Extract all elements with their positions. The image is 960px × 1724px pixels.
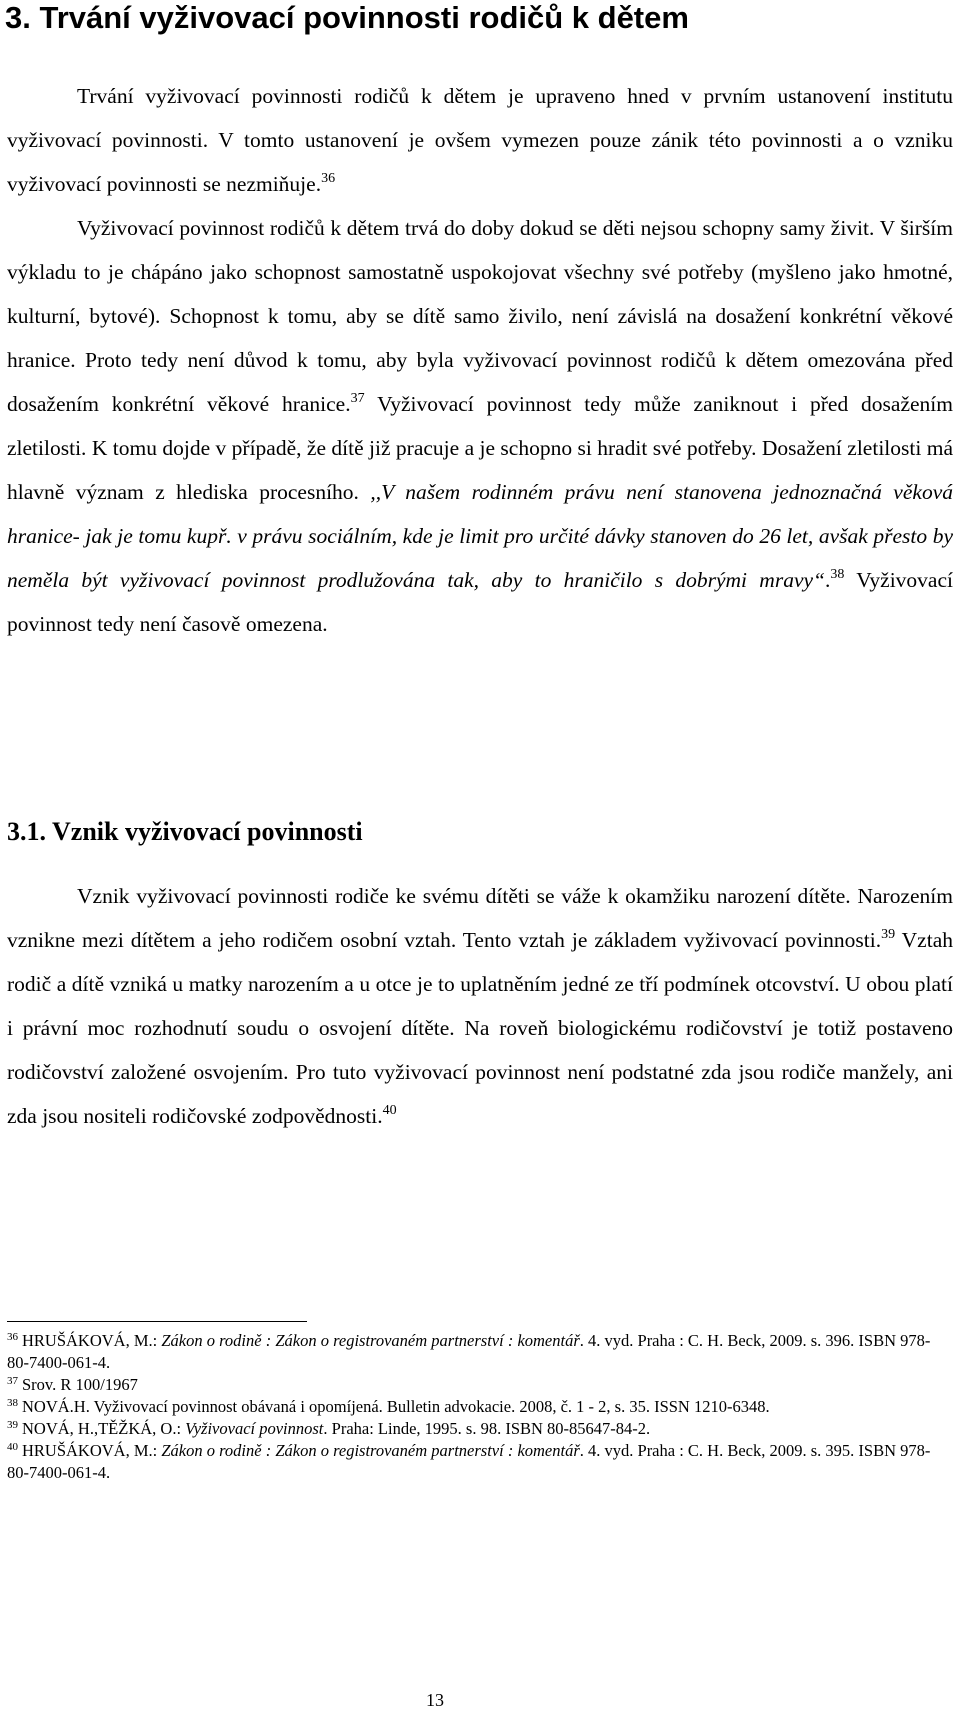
paragraph-text: Vyživovací povinnost tedy může zaniknout i před dosažením zletilosti. K tomu dojde v případě, že dítě již pracuje a je schopno si hradit své potřeby. Dosažení zletilosti má hlavně význam z hlediska procesního. [7, 392, 953, 504]
footnote-number: 39 [7, 1419, 18, 1431]
footnote-text: NOVÁ, H.,TĚŽKÁ, O.: [22, 1419, 186, 1438]
footnote-item [7, 1396, 947, 1418]
footnote-separator [7, 1321, 307, 1322]
paragraph-trvani-detail [7, 206, 953, 646]
footnote-title: Vyživovací povinnost [185, 1419, 324, 1438]
footnote-reference[interactable]: 36 [321, 171, 336, 186]
paragraph-text: Vznik vyživovací povinnosti rodiče ke svému dítěti se váže k okamžiku narození dítěte. Narozením vznikne mezi dítětem a jeho rodičem osobní vztah. Tento vztah je základem vyživovací povinnosti. [7, 884, 953, 952]
paragraph-text: Trvání vyživovací povinnosti rodičů k dětem je upraveno hned v prvním ustanovení institutu vyživovací povinnosti. V tomto ustanovení je ovšem vymezen pouze zánik této povinnosti a o vzniku vyživovací povinnosti se nezmiňuje. [7, 84, 953, 196]
footnote-item [7, 1330, 947, 1374]
footnote-text: HRUŠÁKOVÁ, M.: [22, 1331, 162, 1350]
paragraph-text: . [825, 568, 831, 592]
footnote-reference[interactable]: 39 [881, 927, 896, 942]
chapter-heading: 3. Trvání vyživovací povinnosti rodičů k dětem [5, 0, 689, 35]
footnote-number: 37 [7, 1375, 18, 1387]
footnote-reference[interactable]: 40 [382, 1103, 397, 1118]
paragraph-text: Vztah rodič a dítě vzniká u matky narozením a u otce je to uplatněním jedné ze tří podmínek otcovství. U obou platí i právní moc rozhodnutí soudu o osvojení dítěte. Na roveň biologickému rodičovství je totiž postaveno rodičovství založené osvojením. Pro tuto vyživovací povinnost není podstatné zda jsou rodiče manžely, ani zda jsou nositeli rodičovské zodpovědnosti. [7, 928, 953, 1128]
footnote-title: Zákon o rodině : Zákon o registrovaném partnerství : komentář [161, 1441, 580, 1460]
footnote-text: Srov. R 100/1967 [22, 1375, 138, 1394]
footnote-number: 38 [7, 1397, 18, 1409]
quoted-citation: ,,V našem rodinném právu není stanovena jednoznačná věková hranice- jak je tomu kupř. v právu sociálním, kde je limit pro určité dávky stanoven do 26 let, avšak přesto by neměla být vyživovací povinnost prodlužována tak, aby to hraničilo s dobrými mravy“ [7, 480, 953, 592]
footnote-text: . 4. vyd. Praha : C. H. Beck, 2009. s. 395. ISBN 978-80-7400-061-4. [7, 1441, 931, 1482]
paragraph-text: Vyživovací povinnost rodičů k dětem trvá do doby dokud se děti nejsou schopny samy živit. V širším výkladu to je chápáno jako schopnost samostatně uspokojovat všechny své potřeby (myšleno jako hmotné, kulturní, bytové). Schopnost k tomu, aby se dítě samo živilo, není závislá na dosažení konkrétní věkové hranice. Proto tedy není důvod k tomu, aby byla vyživovací povinnost rodičů k dětem omezována před dosažením konkrétní věkové hranice. [7, 216, 953, 416]
footnote-item [7, 1374, 947, 1396]
footnote-item [7, 1418, 947, 1440]
footnote-text: . Praha: Linde, 1995. s. 98. ISBN 80-85647-84-2. [323, 1419, 651, 1438]
footnote-item [7, 1440, 947, 1484]
paragraph-vznik [7, 874, 953, 1138]
footnote-reference[interactable]: 38 [830, 567, 845, 582]
footnote-number: 36 [7, 1331, 18, 1343]
footnote-reference[interactable]: 37 [350, 391, 365, 406]
footnote-text: HRUŠÁKOVÁ, M.: [22, 1441, 162, 1460]
footnote-text: . 4. vyd. Praha : C. H. Beck, 2009. s. 396. ISBN 978-80-7400-061-4. [7, 1331, 931, 1372]
paragraph-text: Vyživovací povinnost tedy není časově omezena. [7, 568, 953, 636]
footnotes [7, 1330, 947, 1484]
footnote-number: 40 [7, 1441, 18, 1453]
paragraph-trvani-intro [7, 74, 953, 206]
footnote-title: Zákon o rodině : Zákon o registrovaném partnerství : komentář [161, 1331, 580, 1350]
page-number: 13 [426, 1690, 444, 1710]
footnote-text: NOVÁ.H. Vyživovací povinnost obávaná i opomíjená. Bulletin advokacie. 2008, č. 1 - 2, s. 35. ISSN 1210-6348. [22, 1397, 770, 1416]
section-heading: 3.1. Vznik vyživovací povinnosti [7, 817, 363, 846]
